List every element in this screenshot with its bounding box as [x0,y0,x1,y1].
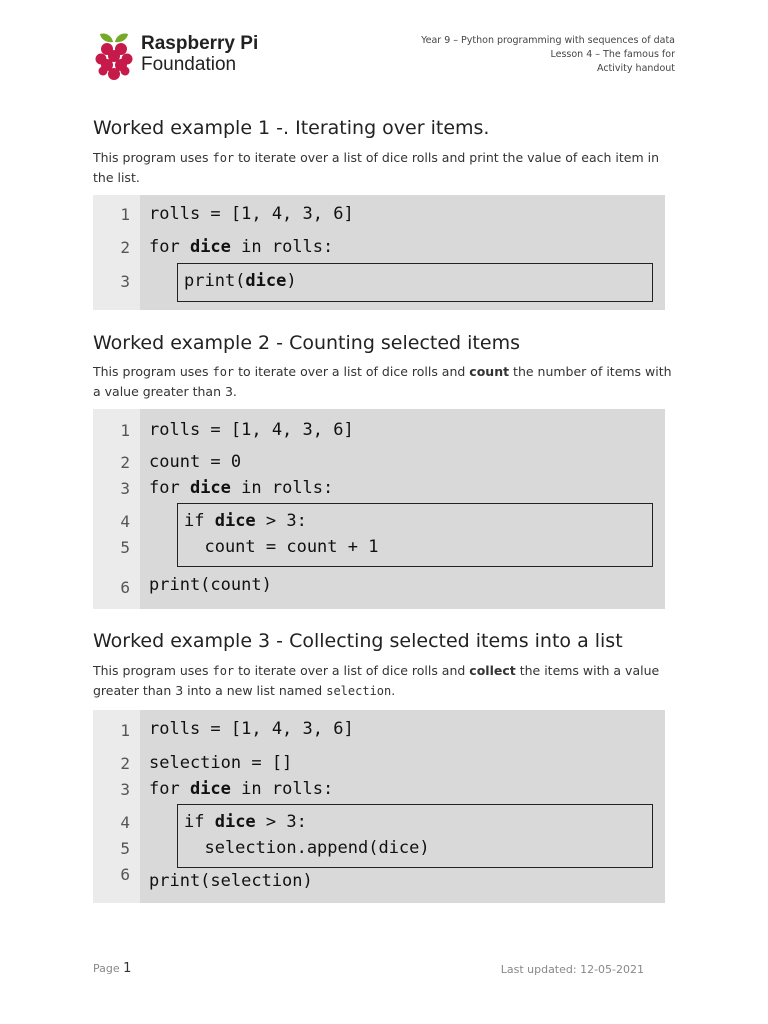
desc-text: This program uses [93,364,213,379]
code-keyword: dice [245,271,287,291]
code-token: for [149,478,190,498]
meta-type: Activity handout [597,63,675,74]
code-token: in rolls: [230,779,334,799]
meta-course: Year 9 – Python programming with sequences of data [421,35,675,46]
code-token: print( [184,271,246,291]
example-1-description [93,148,678,187]
example-1-code-block [93,195,665,310]
code-keyword: dice [214,812,256,832]
example-2-description [93,362,678,401]
desc-emphasis: collect [469,663,516,678]
code-keyword: dice [214,511,256,531]
desc-emphasis: count [469,364,510,379]
example-3-code-block [93,710,665,903]
code-token: > 3: [255,511,307,531]
code-line: rolls = [1, 4, 3, 6] [149,420,354,440]
line-number: 5 [120,538,130,557]
code-token: in rolls: [230,478,334,498]
code-token: in rolls: [230,237,334,257]
brand-line-1: Raspberry Pi [141,33,259,54]
code-line: count = 0 [149,452,242,472]
document-meta [421,34,675,76]
line-number: 2 [120,754,130,773]
line-number: 2 [120,238,130,257]
desc-text: the number of items with a value greater than 3. [93,364,672,399]
page-number-value: 1 [123,961,132,976]
code-token: for [149,779,190,799]
line-number: 5 [120,839,130,858]
line-number: 3 [120,479,130,498]
desc-text: This program uses [93,663,213,678]
line-number: 3 [120,780,130,799]
line-number: 6 [120,865,130,884]
example-1-title: Worked example 1 -. Iterating over items. [93,117,490,139]
desc-code: for [212,365,235,379]
code-token: > 3: [255,812,307,832]
page-number [93,961,131,976]
code-token: ) [286,271,297,291]
code-line: selection.append(dice) [184,838,430,858]
code-keyword: dice [189,237,231,257]
desc-text: the items with a value greater than 3 into a new list named [93,663,660,698]
example-3-title: Worked example 3 - Collecting selected items into a list [93,630,623,652]
desc-code: for [212,664,235,678]
code-line: rolls = [1, 4, 3, 6] [149,719,354,739]
code-line: rolls = [1, 4, 3, 6] [149,204,354,224]
example-2-title: Worked example 2 - Counting selected items [93,332,520,354]
desc-code: selection [326,684,392,698]
desc-text: This program uses [93,150,213,165]
line-number: 3 [120,272,130,291]
page-label: Page [93,962,120,975]
code-line [149,478,333,498]
code-token: if [184,812,215,832]
line-number: 1 [120,421,130,440]
line-number: 4 [120,512,130,531]
desc-text: to iterate over a list of dice rolls and print the value of each item in the list. [93,150,659,185]
code-token: if [184,511,215,531]
meta-lesson: Lesson 4 – The famous for [550,49,675,60]
line-number: 4 [120,813,130,832]
line-number: 6 [120,578,130,597]
line-number: 1 [120,721,130,740]
desc-code: for [212,151,235,165]
code-keyword: dice [189,478,231,498]
code-line [184,511,307,531]
example-2-code-block [93,409,665,609]
example-3-description [93,661,678,701]
code-line [149,779,333,799]
raspberry-pi-logo-icon [92,30,136,82]
last-updated: Last updated: 12-05-2021 [500,963,644,976]
code-token: for [149,237,190,257]
code-line: print(count) [149,575,272,595]
desc-text: to iterate over a list of dice rolls and [234,663,470,678]
code-line [184,812,307,832]
line-number: 1 [120,205,130,224]
line-number: 2 [120,453,130,472]
code-line [149,237,333,257]
brand-line-2: Foundation [141,53,237,75]
desc-text: to iterate over a list of dice rolls and [234,364,470,379]
code-line: print(selection) [149,871,313,891]
code-keyword: dice [189,779,231,799]
code-line [184,271,297,291]
brand-name [141,34,258,75]
code-line: count = count + 1 [184,537,379,557]
code-line: selection = [] [149,753,293,773]
desc-text: . [391,683,396,698]
